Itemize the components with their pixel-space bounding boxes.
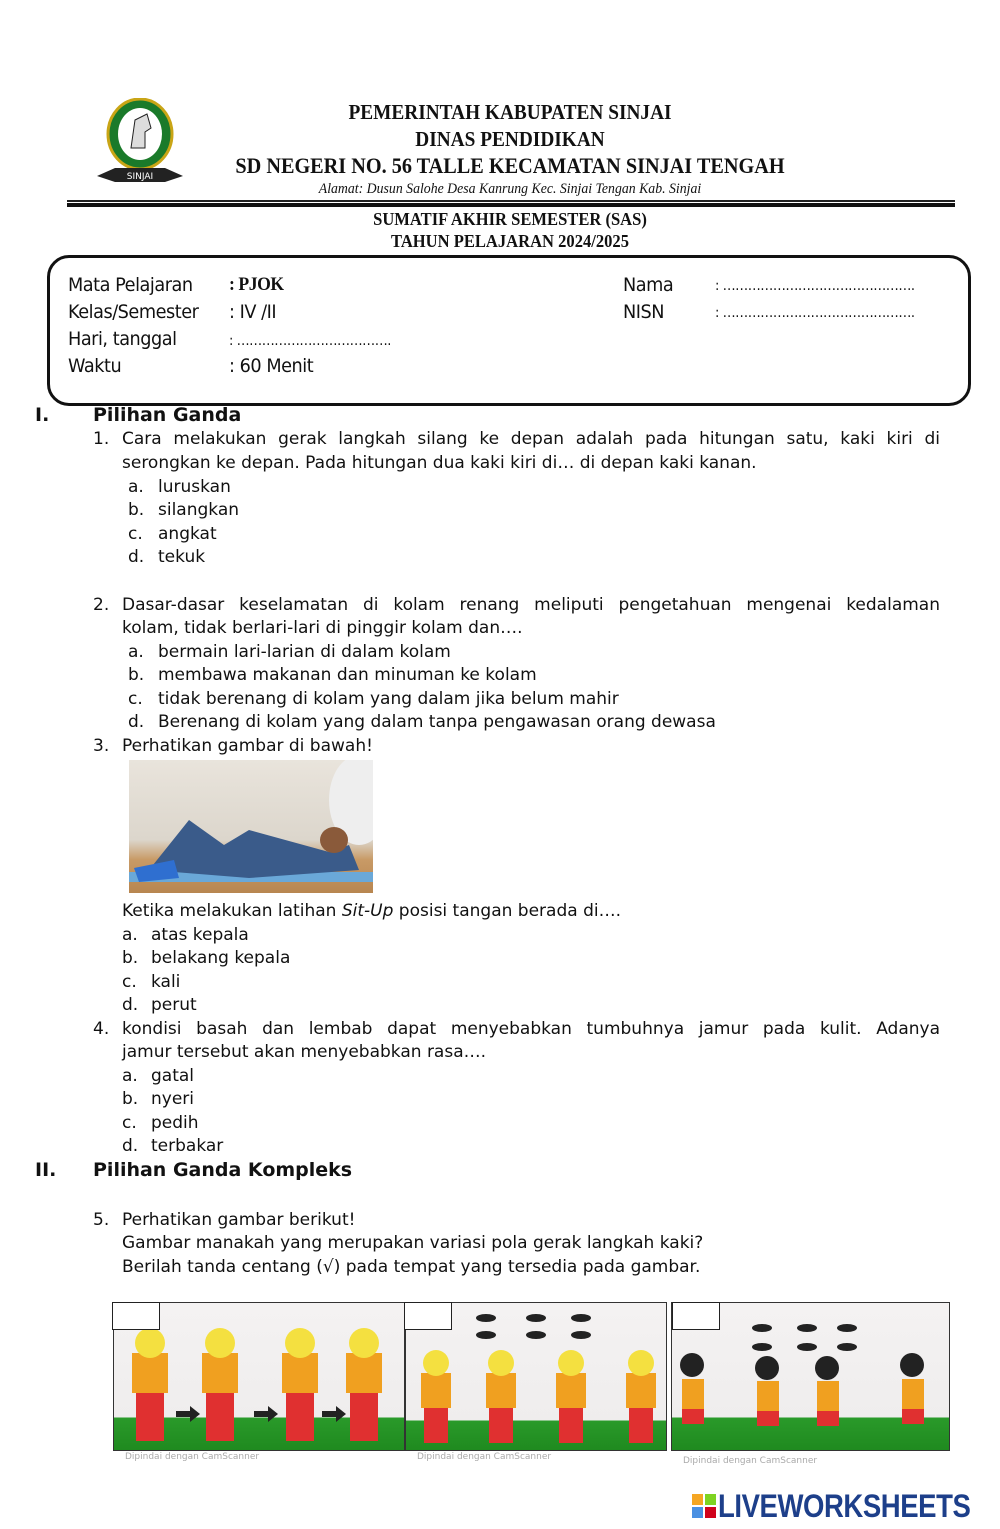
option-a[interactable]: gatal <box>151 1066 195 1086</box>
scanner-watermark: Dipindai dengan CamScanner <box>125 1452 260 1462</box>
option-b[interactable]: silangkan <box>158 500 240 520</box>
option-letter: d. <box>128 712 145 732</box>
question-text: Gambar manakah yang merupakan variasi pola gerak langkah kaki? <box>122 1233 704 1253</box>
option-letter: a. <box>122 1066 138 1086</box>
option-letter: b. <box>122 1089 139 1109</box>
header-line2: DINAS PENDIDIKAN <box>415 127 605 151</box>
option-letter: a. <box>128 642 144 662</box>
option-c[interactable]: kali <box>151 972 181 992</box>
option-letter: c. <box>122 1113 137 1133</box>
question-text-part: Ketika melakukan latihan <box>122 901 342 921</box>
option-d[interactable]: Berenang di kolam yang dalam tanpa pengawasan orang dewasa <box>158 712 716 732</box>
question-text: kolam, tidak berlari-lari di pinggir kolam dan…. <box>122 618 523 638</box>
hari-label: Hari, tanggal <box>68 328 177 350</box>
section-title: Pilihan Ganda Kompleks <box>93 1159 353 1181</box>
mapel-value: : PJOK <box>229 274 284 295</box>
kelas-label: Kelas/Semester <box>68 301 199 323</box>
option-b[interactable]: belakang kepala <box>151 948 291 968</box>
option-letter: b. <box>122 948 139 968</box>
answer-checkbox-1[interactable] <box>112 1302 160 1330</box>
question-text: serongkan ke depan. Pada hitungan dua kaki kiri di… di depan kaki kanan. <box>122 453 757 473</box>
question-text: jamur tersebut akan menyebabkan rasa…. <box>122 1042 487 1062</box>
nama-field[interactable]: : ………………………………………. <box>715 278 915 294</box>
option-letter: d. <box>128 547 145 567</box>
option-d[interactable]: perut <box>151 995 197 1015</box>
question-text: Cara melakukan gerak langkah silang ke depan adalah pada hitungan satu, kaki kiri di <box>122 429 940 449</box>
nisn-label: NISN <box>623 301 665 323</box>
question-text: Perhatikan gambar berikut! <box>122 1210 356 1230</box>
answer-checkbox-3[interactable] <box>672 1302 720 1330</box>
option-b[interactable]: membawa makanan dan minuman ke kolam <box>158 665 537 685</box>
option-letter: c. <box>122 972 137 992</box>
option-d[interactable]: tekuk <box>158 547 206 567</box>
exam-title: SUMATIF AKHIR SEMESTER (SAS) <box>373 209 647 229</box>
section-number: II. <box>35 1159 57 1181</box>
header-line1: PEMERINTAH KABUPATEN SINJAI <box>348 100 672 124</box>
option-letter: c. <box>128 689 143 709</box>
nama-label: Nama <box>623 274 674 296</box>
mapel-label: Mata Pelajaran <box>68 274 193 296</box>
question-text: Berilah tanda centang (√) pada tempat yang tersedia pada gambar. <box>122 1257 701 1277</box>
answer-checkbox-2[interactable] <box>404 1302 452 1330</box>
question-term: Sit-Up <box>341 901 394 921</box>
option-letter: a. <box>122 925 138 945</box>
address: Alamat: Dusun Salohe Desa Kanrung Kec. Sinjai Tengan Kab. Sinjai <box>318 181 702 197</box>
question-number: 5. <box>93 1210 110 1230</box>
liveworksheets-logo-icon <box>692 1494 716 1518</box>
option-c[interactable]: tidak berenang di kolam yang dalam jika belum mahir <box>158 689 619 709</box>
question-number: 2. <box>93 595 110 615</box>
waktu-label: Waktu <box>68 355 122 377</box>
option-d[interactable]: terbakar <box>151 1136 224 1156</box>
svg-text:SINJAI: SINJAI <box>126 172 154 182</box>
scanner-watermark: Dipindai dengan CamScanner <box>683 1456 818 1466</box>
waktu-value: : 60 Menit <box>229 355 314 377</box>
question-text <box>122 900 621 923</box>
option-c[interactable]: pedih <box>151 1113 199 1133</box>
option-letter: b. <box>128 665 145 685</box>
option-letter: a. <box>128 477 144 497</box>
nisn-field[interactable]: : ………………………………………. <box>715 305 915 321</box>
question-number: 3. <box>93 736 110 756</box>
question-number: 1. <box>93 429 110 449</box>
option-a[interactable]: luruskan <box>158 477 231 497</box>
header-divider <box>67 200 955 202</box>
option-letter: c. <box>128 524 143 544</box>
question-text: kondisi basah dan lembab dapat menyebabkan tumbuhnya jamur pada kulit. Adanya <box>122 1019 940 1039</box>
question-text: Perhatikan gambar di bawah! <box>122 736 373 756</box>
hari-field[interactable]: : ………………………………. <box>229 333 391 349</box>
option-a[interactable]: atas kepala <box>151 925 249 945</box>
option-b[interactable]: nyeri <box>151 1089 195 1109</box>
school-year: TAHUN PELAJARAN 2024/2025 <box>391 231 629 251</box>
option-letter: b. <box>128 500 145 520</box>
section-title: Pilihan Ganda <box>93 404 242 426</box>
option-letter: d. <box>122 1136 139 1156</box>
question-text-part: posisi tangan berada di…. <box>393 901 621 921</box>
situp-photo <box>129 760 373 893</box>
option-a[interactable]: bermain lari-larian di dalam kolam <box>158 642 451 662</box>
kelas-value: : IV /II <box>229 301 277 323</box>
question-text: Dasar-dasar keselamatan di kolam renang meliputi pengetahuan mengenai kedalaman <box>122 595 940 615</box>
option-letter: d. <box>122 995 139 1015</box>
option-c[interactable]: angkat <box>158 524 217 544</box>
section-number: I. <box>35 404 50 426</box>
scanner-watermark: Dipindai dengan CamScanner <box>417 1452 552 1462</box>
school-name: SD NEGERI NO. 56 TALLE KECAMATAN SINJAI TENGAH <box>235 153 785 178</box>
question-number: 4. <box>93 1019 110 1039</box>
header-divider-thick <box>67 203 955 207</box>
brand-name: LIVEWORKSHEETS <box>718 1488 971 1524</box>
